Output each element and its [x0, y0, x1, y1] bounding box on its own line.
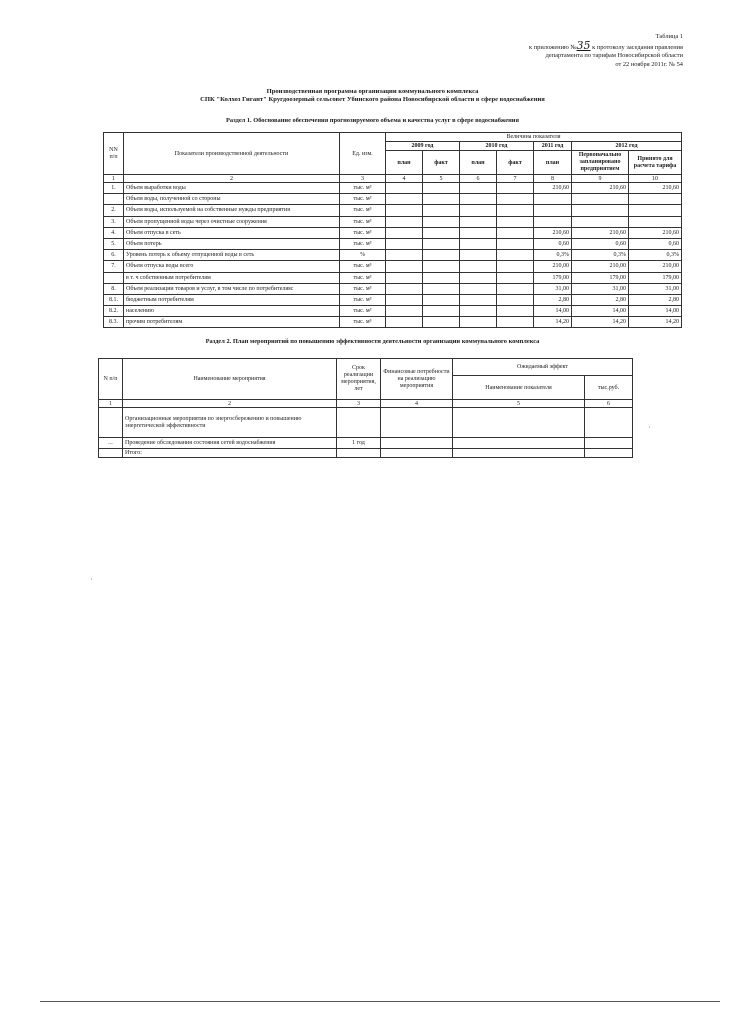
header-measure-name: Наименование мероприятия — [123, 359, 337, 400]
value-cell: 0,3% — [534, 250, 572, 261]
unit-cell: тыс. м³ — [340, 183, 386, 194]
value-cell: 14,00 — [572, 306, 629, 317]
row-number — [99, 449, 123, 458]
unit-cell: тыс. м³ — [340, 194, 386, 205]
value-cell — [497, 306, 534, 317]
value-cell: 210,60 — [629, 183, 682, 194]
unit-cell: тыс. м³ — [340, 283, 386, 294]
unit-cell: тыс. м³ — [340, 227, 386, 238]
value-cell — [423, 194, 460, 205]
measure-term — [337, 449, 381, 458]
indicator-name: Объем реализации товаров и услуг, в том числе по потребителям: — [124, 283, 340, 294]
department-label: департамента по тарифам Новосибирской области — [545, 52, 683, 60]
colnum: 6 — [460, 175, 497, 183]
value-cell — [497, 227, 534, 238]
value-cell: 14,00 — [534, 306, 572, 317]
value-cell: 210,60 — [572, 227, 629, 238]
row-number: 8.3. — [104, 317, 124, 328]
row-number: 8. — [104, 283, 124, 294]
value-cell — [497, 294, 534, 305]
value-cell: 14,20 — [629, 317, 682, 328]
unit-cell: тыс. м³ — [340, 306, 386, 317]
value-cell — [423, 306, 460, 317]
table-row — [104, 194, 682, 205]
value-cell: 14,20 — [534, 317, 572, 328]
column-numbers-row — [99, 400, 633, 408]
table-row — [99, 408, 633, 438]
measure-name: Организационные мероприятия по энергосбережению и повышению энергетической эффективности — [123, 408, 337, 438]
unit-cell: тыс. м³ — [340, 294, 386, 305]
indicator-name: Объем воды, используемой на собственные нужды предприятия — [124, 205, 340, 216]
colnum: 8 — [534, 175, 572, 183]
unit-cell: тыс. м³ — [340, 205, 386, 216]
value-cell — [497, 194, 534, 205]
section2-title: Раздел 2. План мероприятий по повышению эффективности деятельности организации коммунального комплекса — [205, 338, 540, 345]
value-cell — [497, 272, 534, 283]
value-cell: 210,00 — [629, 261, 682, 272]
value-cell — [572, 194, 629, 205]
colnum: 5 — [423, 175, 460, 183]
value-cell: 210,60 — [534, 183, 572, 194]
measure-name: Итого: — [123, 449, 337, 458]
indicator-name: Объем воды, полученной со стороны — [124, 194, 340, 205]
unit-cell: тыс. м³ — [340, 317, 386, 328]
value-cell — [460, 238, 497, 249]
value-cell — [497, 205, 534, 216]
header-effect-indicator: Наименование показателя — [453, 376, 585, 400]
indicator-name: в т. ч собственным потребителям — [124, 272, 340, 283]
value-cell: 0,3% — [572, 250, 629, 261]
unit-cell: тыс. м³ — [340, 272, 386, 283]
production-table — [103, 132, 682, 328]
table-row — [104, 238, 682, 249]
value-cell: 0,60 — [534, 238, 572, 249]
value-cell: 0,60 — [572, 238, 629, 249]
row-number — [104, 194, 124, 205]
indicator-name: бюджетным потребителям — [124, 294, 340, 305]
value-cell — [497, 283, 534, 294]
value-cell — [497, 238, 534, 249]
value-cell — [423, 238, 460, 249]
header-2009: 2009 год — [386, 142, 460, 151]
title-line-1: Производственная программа организации коммунального комплекса — [266, 88, 479, 95]
header-unit: Ед. изм. — [340, 133, 386, 175]
table-row — [104, 283, 682, 294]
value-cell — [460, 194, 497, 205]
value-cell: 14,00 — [629, 306, 682, 317]
table-row — [104, 261, 682, 272]
value-cell — [386, 250, 423, 261]
value-cell — [460, 250, 497, 261]
value-cell — [386, 294, 423, 305]
header-nn: NN п/п — [104, 133, 124, 175]
table-row — [104, 294, 682, 305]
header-plan-2009: план — [386, 151, 423, 175]
table-row — [104, 306, 682, 317]
row-number: 4. — [104, 227, 124, 238]
protocol-ref: к приложению №35 к протоколу заседания правления — [529, 38, 683, 52]
table-row — [104, 317, 682, 328]
value-cell — [460, 216, 497, 227]
page-edge-line — [40, 1001, 720, 1002]
row-number: 8.1. — [104, 294, 124, 305]
section1-title: Раздел 1. Обоснование обеспечения прогнозируемого объема и качества услуг в сфере водоснабжения — [226, 117, 519, 124]
header-value: Величина показателя — [386, 133, 682, 142]
value-cell: 2,80 — [534, 294, 572, 305]
row-number: 2. — [104, 205, 124, 216]
table-row — [104, 216, 682, 227]
value-cell — [460, 227, 497, 238]
value-cell: 179,00 — [534, 272, 572, 283]
colnum: 5 — [453, 400, 585, 408]
row-number: 5. — [104, 238, 124, 249]
row-number: 1. — [104, 183, 124, 194]
value-cell — [460, 306, 497, 317]
value-cell: 31,00 — [534, 283, 572, 294]
value-cell: 31,00 — [572, 283, 629, 294]
table-row — [104, 183, 682, 194]
header-2010: 2010 год — [460, 142, 534, 151]
column-numbers-row — [104, 175, 682, 183]
value-cell — [572, 216, 629, 227]
indicator-name: Объем пропущенной воды через очистные сооружения — [124, 216, 340, 227]
value-cell — [534, 194, 572, 205]
header-plan-2011: план — [534, 151, 572, 175]
value-cell — [423, 227, 460, 238]
value-cell: 179,00 — [629, 272, 682, 283]
unit-cell: % — [340, 250, 386, 261]
value-cell — [460, 183, 497, 194]
value-cell — [423, 261, 460, 272]
colnum: 7 — [497, 175, 534, 183]
document-title — [0, 88, 745, 105]
value-cell — [460, 261, 497, 272]
scan-speck: · — [90, 575, 93, 584]
header-effect-rub: тыс.руб. — [585, 376, 633, 400]
value-cell: 210,00 — [534, 261, 572, 272]
value-cell — [534, 216, 572, 227]
colnum: 3 — [337, 400, 381, 408]
header-2011: 2011 год — [534, 142, 572, 151]
value-cell: 2,80 — [629, 294, 682, 305]
row-number: 8.2. — [104, 306, 124, 317]
value-cell: 179,00 — [572, 272, 629, 283]
measure-term: 1 год — [337, 438, 381, 449]
indicator-name: Объем выработки воды — [124, 183, 340, 194]
row-number — [99, 408, 123, 438]
value-cell: 210,00 — [572, 261, 629, 272]
colnum: 1 — [99, 400, 123, 408]
colnum: 2 — [124, 175, 340, 183]
table-label: Таблица 1 — [655, 33, 683, 40]
header-effect: Ожидаемый эффект — [453, 359, 633, 376]
table-row — [99, 438, 633, 449]
colnum: 4 — [386, 175, 423, 183]
measure-term — [337, 408, 381, 438]
header-fact-2010: факт — [497, 151, 534, 175]
table-row — [99, 449, 633, 458]
row-number — [104, 272, 124, 283]
value-cell: 0,3% — [629, 250, 682, 261]
value-cell — [497, 183, 534, 194]
unit-cell: тыс. м³ — [340, 261, 386, 272]
value-cell — [386, 205, 423, 216]
indicator-name: Объем отпуска воды всего — [124, 261, 340, 272]
row-number: 6. — [104, 250, 124, 261]
indicator-name: Объем отпуска в сеть — [124, 227, 340, 238]
scan-speck: · — [648, 423, 651, 432]
value-cell — [534, 205, 572, 216]
header-2012: 2012 год — [572, 142, 682, 151]
value-cell — [423, 317, 460, 328]
value-cell — [423, 283, 460, 294]
colnum: 10 — [629, 175, 682, 183]
value-cell — [629, 194, 682, 205]
indicator-name: Объем потерь — [124, 238, 340, 249]
colnum: 6 — [585, 400, 633, 408]
handwritten-number: 35 — [576, 38, 591, 52]
unit-cell: тыс. м³ — [340, 238, 386, 249]
value-cell — [460, 205, 497, 216]
indicator-name: прочим потребителям — [124, 317, 340, 328]
header-nn2: N п/п — [99, 359, 123, 400]
value-cell: 210,60 — [572, 183, 629, 194]
value-cell — [460, 317, 497, 328]
measure-name: Проведение обследования состояния сетей водоснабжения — [123, 438, 337, 449]
unit-cell: тыс. м³ — [340, 216, 386, 227]
value-cell: 210,60 — [534, 227, 572, 238]
title-line-2: СПК "Колхоз Гигант" Кругдоозерный сельсовет Убинского района Новосибирской области в сфере водоснабжения — [200, 96, 545, 104]
value-cell: 0,60 — [629, 238, 682, 249]
row-number: 7. — [104, 261, 124, 272]
header-plan-2010: план — [460, 151, 497, 175]
colnum: 9 — [572, 175, 629, 183]
value-cell — [386, 283, 423, 294]
value-cell: 210,60 — [629, 227, 682, 238]
measures-table — [98, 358, 633, 458]
indicator-name: Уровень потерь к объему отпущенной воды в сеть — [124, 250, 340, 261]
value-cell: 14,20 — [572, 317, 629, 328]
value-cell: 2,80 — [572, 294, 629, 305]
protocol-date: от 22 ноября 2011г. № 54 — [615, 60, 683, 68]
value-cell — [423, 294, 460, 305]
header-accepted: Принято для расчета тарифа — [629, 151, 682, 175]
colnum: 4 — [381, 400, 453, 408]
value-cell — [386, 227, 423, 238]
value-cell — [497, 250, 534, 261]
table-row — [104, 250, 682, 261]
header-term: Срок реализации мероприятия, лет — [337, 359, 381, 400]
table-header-note — [529, 33, 683, 69]
header-indicator: Показатели производственной деятельности — [124, 133, 340, 175]
value-cell — [386, 194, 423, 205]
value-cell — [386, 261, 423, 272]
table-row — [104, 272, 682, 283]
value-cell — [423, 216, 460, 227]
value-cell — [572, 205, 629, 216]
table-row — [104, 205, 682, 216]
header-finance: Финансовые потребности на реализацию мероприятия — [381, 359, 453, 400]
value-cell — [497, 261, 534, 272]
value-cell — [386, 238, 423, 249]
row-number: 3. — [104, 216, 124, 227]
value-cell — [460, 283, 497, 294]
header-initial: Первоначально запланировано предприятием — [572, 151, 629, 175]
value-cell — [386, 317, 423, 328]
value-cell — [423, 183, 460, 194]
colnum: 3 — [340, 175, 386, 183]
value-cell — [386, 272, 423, 283]
value-cell — [386, 216, 423, 227]
colnum: 2 — [123, 400, 337, 408]
value-cell — [423, 272, 460, 283]
table-row — [104, 227, 682, 238]
value-cell — [423, 205, 460, 216]
value-cell — [497, 216, 534, 227]
colnum: 1 — [104, 175, 124, 183]
value-cell — [460, 294, 497, 305]
value-cell — [460, 272, 497, 283]
value-cell — [629, 205, 682, 216]
indicator-name: населению — [124, 306, 340, 317]
value-cell — [497, 317, 534, 328]
value-cell — [386, 306, 423, 317]
row-number: ... — [99, 438, 123, 449]
value-cell: 31,00 — [629, 283, 682, 294]
value-cell — [423, 250, 460, 261]
value-cell — [629, 216, 682, 227]
header-fact-2009: факт — [423, 151, 460, 175]
value-cell — [386, 183, 423, 194]
